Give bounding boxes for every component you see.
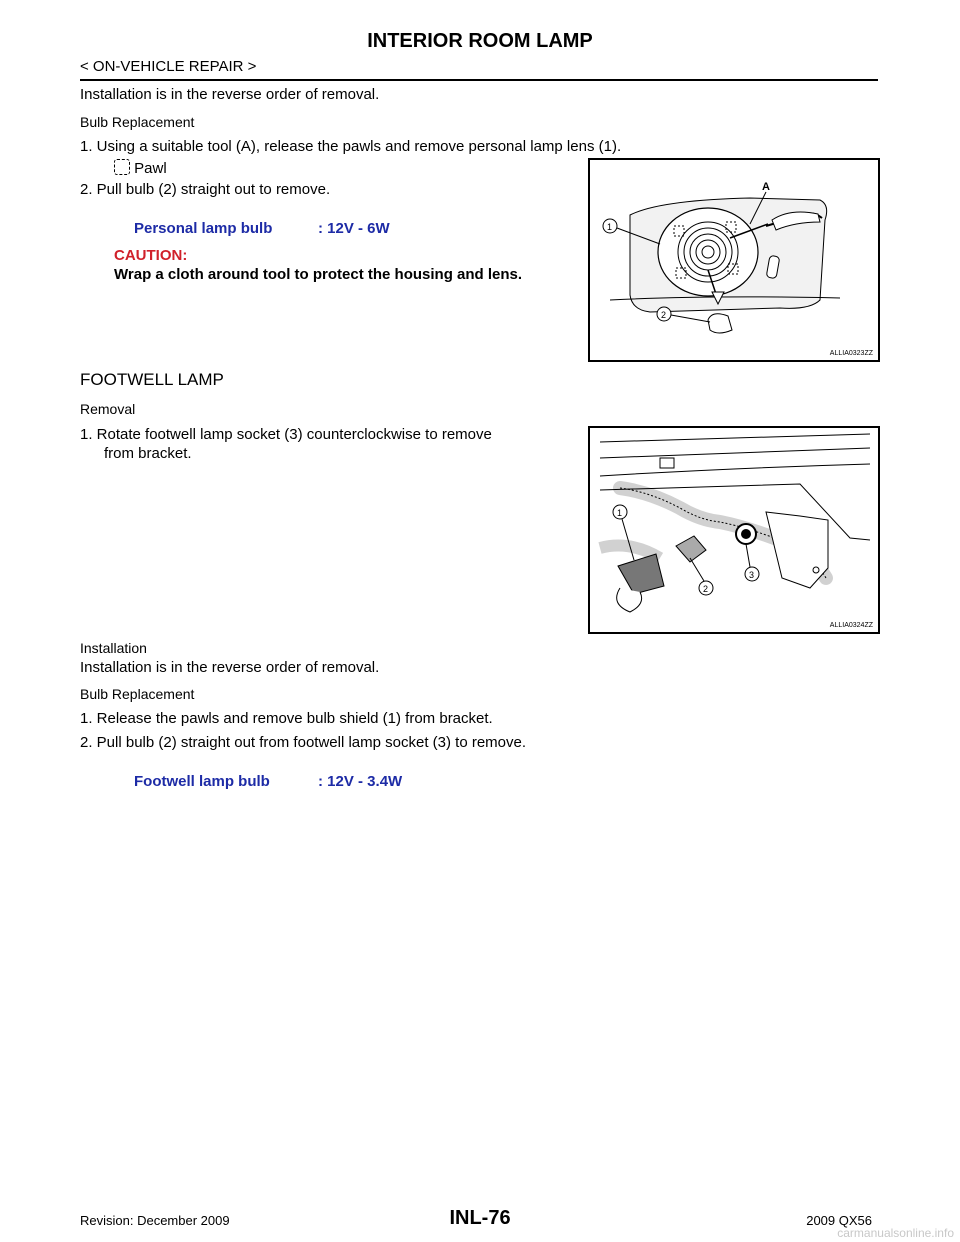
installation-heading: Installation	[80, 640, 147, 656]
spec-label: Personal lamp bulb	[134, 220, 273, 237]
figure-1-code: ALLIA0323ZZ	[829, 350, 873, 357]
bulb-step-2-text: 2. Pull bulb (2) straight out from footwell lamp socket (3) to remove.	[80, 734, 527, 751]
caution-label: CAUTION:	[114, 247, 188, 264]
figure-2-callout-3: 3	[749, 570, 755, 580]
figure-2-callout-2: 2	[703, 584, 709, 594]
figure-1-callout-1: 1	[607, 222, 613, 232]
figure-2-callout-1: 1	[617, 508, 623, 518]
footwell-spec-label: Footwell lamp bulb	[134, 773, 270, 790]
figure-1-callout-2: 2	[661, 310, 667, 320]
watermark: carmanualsonline.info	[837, 1226, 954, 1240]
pawl-icon	[114, 159, 130, 175]
pawl-legend	[114, 159, 167, 177]
model-year: 2009 QX56	[806, 1213, 872, 1228]
install-note: Installation is in the reverse order of removal.	[80, 86, 380, 103]
pawl-label: Pawl	[134, 160, 167, 177]
revision-date: Revision: December 2009	[80, 1213, 230, 1228]
page-title: INTERIOR ROOM LAMP	[367, 30, 593, 52]
personal-lamp-illustration	[590, 160, 878, 360]
footwell-spec-value: : 12V - 3.4W	[318, 773, 403, 790]
spec-value: : 12V - 6W	[318, 220, 390, 237]
step-1-text: 1. Using a suitable tool (A), release the pawls and remove personal lamp lens (1).	[80, 138, 622, 155]
installation-note: Installation is in the reverse order of removal.	[80, 659, 380, 676]
bulb-step-1-text: 1. Release the pawls and remove bulb shield (1) from bracket.	[80, 710, 493, 727]
bulb-replacement-heading-2: Bulb Replacement	[80, 686, 195, 702]
figure-footwell-lamp	[588, 426, 880, 634]
footwell-lamp-illustration	[590, 428, 878, 632]
bulb-replacement-heading: Bulb Replacement	[80, 114, 195, 130]
removal-step-1-line-2: from bracket.	[104, 445, 192, 462]
page-number: INL-76	[449, 1207, 511, 1229]
removal-heading: Removal	[80, 401, 136, 417]
section-heading-footwell: FOOTWELL LAMP	[80, 370, 224, 389]
figure-1-callout-A: A	[762, 181, 770, 193]
step-2-text: 2. Pull bulb (2) straight out to remove.	[80, 181, 331, 198]
figure-2-code: ALLIA0324ZZ	[829, 622, 873, 629]
removal-step-1-line-1: 1. Rotate footwell lamp socket (3) counterclockwise to remove	[80, 426, 492, 443]
breadcrumb: < ON-VEHICLE REPAIR >	[80, 58, 257, 75]
caution-text: Wrap a cloth around tool to protect the housing and lens.	[114, 266, 523, 283]
figure-personal-lamp	[588, 158, 880, 362]
header-rule	[80, 79, 878, 81]
